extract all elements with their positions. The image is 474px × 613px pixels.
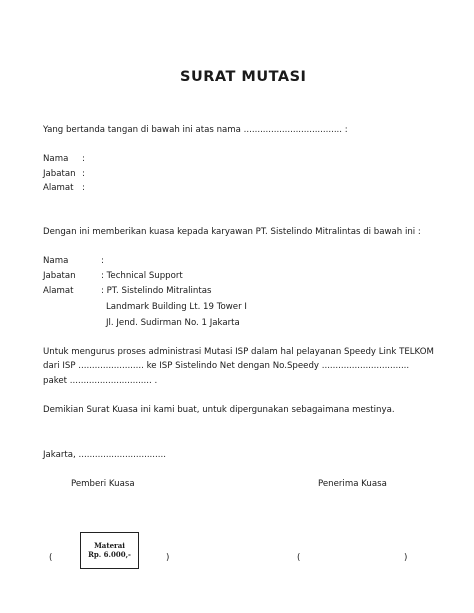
- closing-line: Demikian Surat Kuasa ini kami buat, untuk dipergunakan sebagaimana mestinya.: [43, 405, 395, 415]
- giver-signature-open: (: [49, 553, 53, 563]
- receiver-label: Penerima Kuasa: [318, 479, 387, 489]
- employee-jabatan-label: Jabatan: [43, 271, 76, 281]
- giver-label: Pemberi Kuasa: [71, 479, 135, 489]
- stamp-amount: Rp. 6.000,-: [88, 549, 131, 559]
- employee-alamat-line2: Landmark Building Lt. 19 Tower I: [106, 302, 247, 312]
- page-title: SURAT MUTASI: [180, 69, 307, 85]
- employee-nama-value: :: [101, 256, 104, 266]
- signer-alamat-label: Alamat: [43, 183, 74, 193]
- signer-nama-colon: :: [82, 154, 85, 164]
- place-date: Jakarta, ................................: [43, 450, 166, 460]
- giver-signature-close: ): [166, 553, 170, 563]
- signer-nama-label: Nama: [43, 154, 69, 164]
- stamp-duty-box: [80, 532, 139, 569]
- signer-alamat-colon: :: [82, 183, 85, 193]
- signer-jabatan-label: Jabatan: [43, 169, 76, 179]
- grant-line: Dengan ini memberikan kuasa kepada karyawan PT. Sistelindo Mitralintas di bawah ini :: [43, 227, 421, 237]
- employee-jabatan-value: : Technical Support: [101, 271, 183, 281]
- receiver-signature-close: ): [404, 553, 408, 563]
- stamp-label: Materai: [94, 540, 125, 550]
- signer-jabatan-colon: :: [82, 169, 85, 179]
- purpose-line-1: Untuk mengurus proses administrasi Mutasi ISP dalam hal pelayanan Speedy Link TELKOM: [43, 347, 434, 357]
- employee-alamat-label: Alamat: [43, 286, 74, 296]
- receiver-signature-open: (: [297, 553, 301, 563]
- employee-alamat-line3: Jl. Jend. Sudirman No. 1 Jakarta: [106, 318, 240, 328]
- purpose-line-2: dari ISP ........................ ke ISP Sistelindo Net dengan No.Speedy ................................: [43, 361, 410, 371]
- employee-nama-label: Nama: [43, 256, 69, 266]
- employee-alamat-line1: : PT. Sistelindo Mitralintas: [101, 286, 212, 296]
- intro-line: Yang bertanda tangan di bawah ini atas nama .................................... :: [43, 125, 348, 135]
- purpose-line-3: paket .............................. .: [43, 376, 158, 386]
